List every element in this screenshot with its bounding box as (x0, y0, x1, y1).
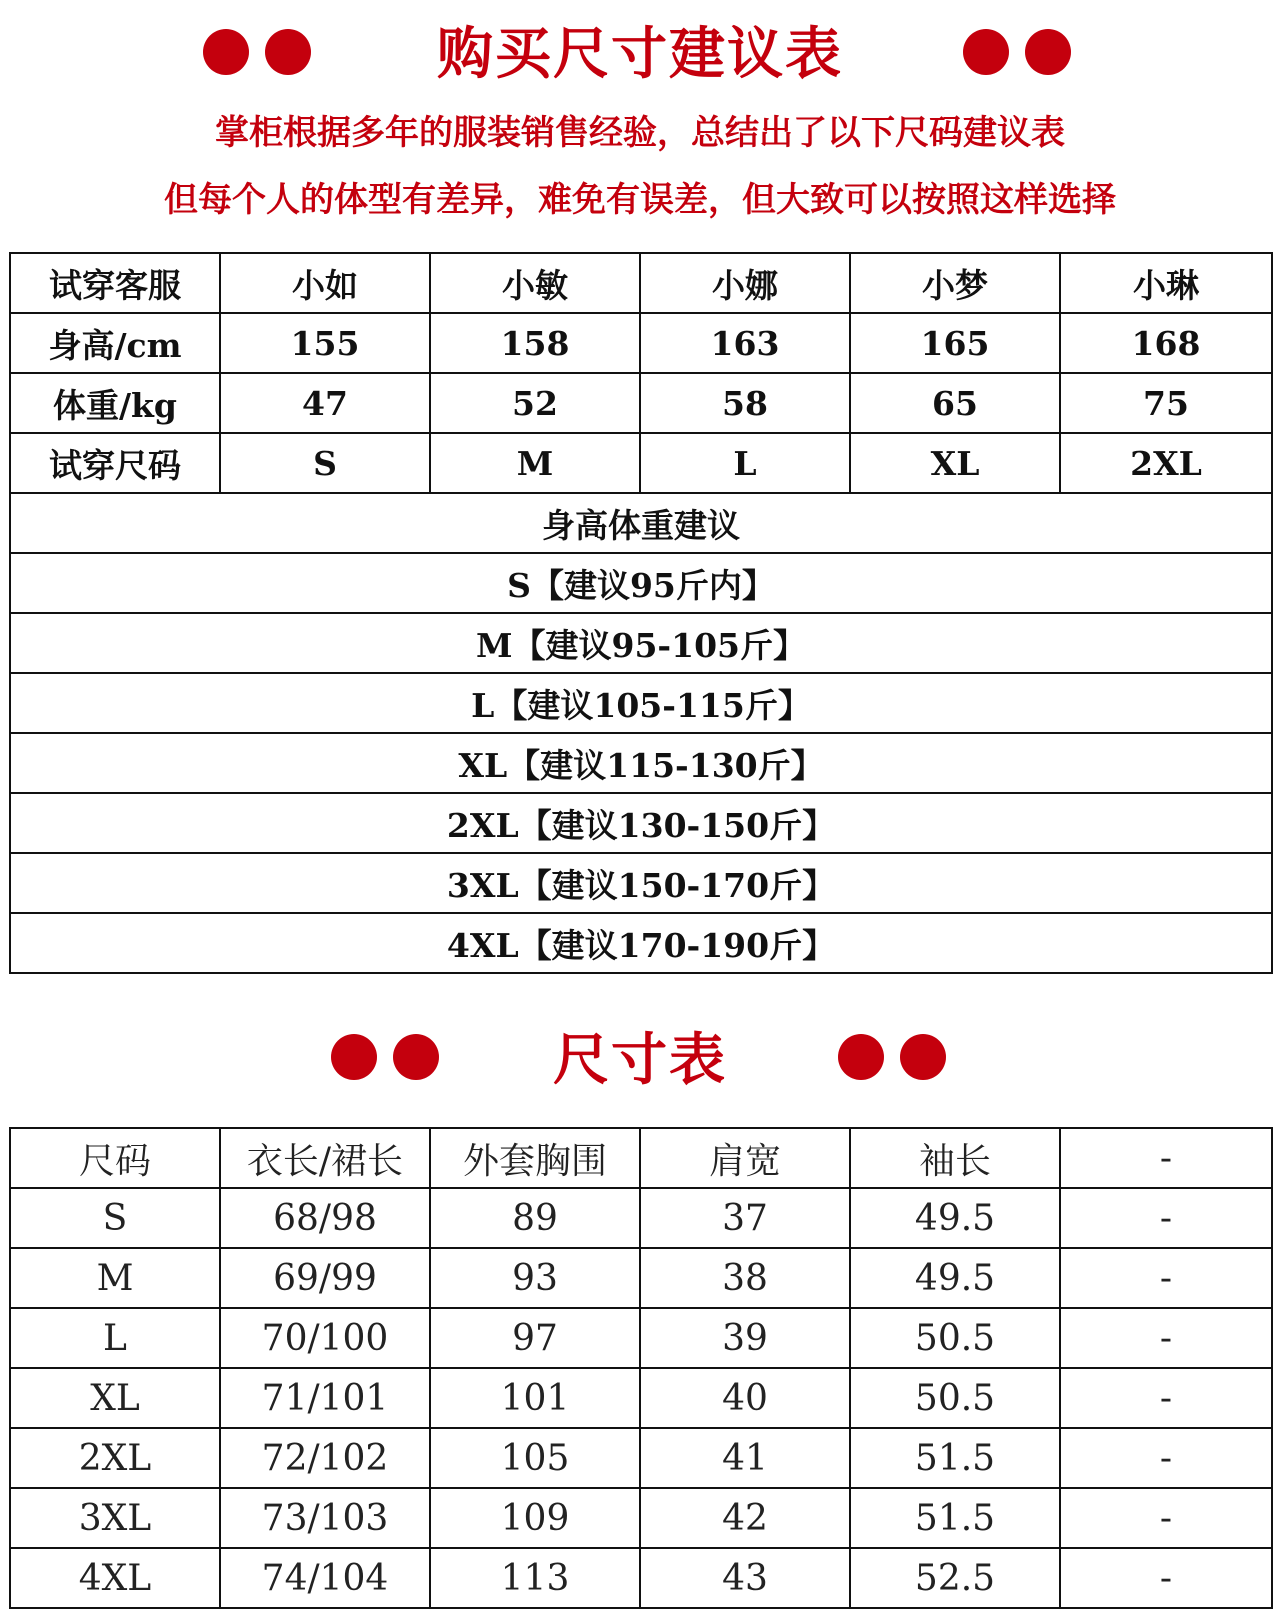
table-cell: 75 (1060, 373, 1272, 433)
table-row (10, 1428, 1272, 1488)
recommend-row (10, 913, 1272, 973)
table-cell: L (10, 1308, 220, 1368)
recommend-item: M【建议95-105斤】 (10, 613, 1272, 673)
table-row (10, 1248, 1272, 1308)
table-cell: 4XL (10, 1548, 220, 1608)
table-cell: 74/104 (220, 1548, 430, 1608)
table-cell: 42 (640, 1488, 850, 1548)
table-row (10, 1308, 1272, 1368)
table-cell: 2XL (1060, 433, 1272, 493)
table-cell: 试穿尺码 (10, 433, 220, 493)
table-cell: 试穿客服 (10, 253, 220, 313)
table-cell: 49.5 (850, 1248, 1060, 1308)
recommend-row (10, 793, 1272, 853)
recommend-row (10, 613, 1272, 673)
recommend-heading: 身高体重建议 (10, 493, 1272, 553)
model-fitting-table (9, 252, 1273, 974)
table-cell: 168 (1060, 313, 1272, 373)
column-header: 外套胸围 (430, 1128, 640, 1188)
table-cell: 70/100 (220, 1308, 430, 1368)
page-title: 购买尺寸建议表 (437, 21, 843, 87)
column-header: 尺码 (10, 1128, 220, 1188)
recommend-item: L【建议105-115斤】 (10, 673, 1272, 733)
table-cell: 小敏 (430, 253, 640, 313)
table-row (10, 253, 1272, 313)
table-cell: 165 (850, 313, 1060, 373)
table-row (10, 1488, 1272, 1548)
table-cell: 50.5 (850, 1308, 1060, 1368)
table-row (10, 1188, 1272, 1248)
recommend-item: 4XL【建议170-190斤】 (10, 913, 1272, 973)
table-header-row (10, 1128, 1272, 1188)
table-cell: 58 (640, 373, 850, 433)
table-cell: 71/101 (220, 1368, 430, 1428)
table-cell: 97 (430, 1308, 640, 1368)
table-cell: L (640, 433, 850, 493)
table-cell: - (1060, 1488, 1272, 1548)
table-cell: 65 (850, 373, 1060, 433)
subtitle-line-1: 掌柜根据多年的服装销售经验，总结出了以下尺码建议表 (215, 113, 1065, 153)
table-cell: 93 (430, 1248, 640, 1308)
table-cell: 身高/cm (10, 313, 220, 373)
recommend-item: S【建议95斤内】 (10, 553, 1272, 613)
table-cell: 109 (430, 1488, 640, 1548)
table-cell: - (1060, 1248, 1272, 1308)
recommend-row (10, 853, 1272, 913)
table-cell: 50.5 (850, 1368, 1060, 1428)
table-cell: 小琳 (1060, 253, 1272, 313)
table-cell: S (220, 433, 430, 493)
table-cell: 小如 (220, 253, 430, 313)
table-cell: 73/103 (220, 1488, 430, 1548)
recommend-row (10, 673, 1272, 733)
table-cell: 52.5 (850, 1548, 1060, 1608)
table-cell: 101 (430, 1368, 640, 1428)
column-header: 衣长/裙长 (220, 1128, 430, 1188)
table-row (10, 373, 1272, 433)
table-cell: 155 (220, 313, 430, 373)
table-cell: - (1060, 1548, 1272, 1608)
recommend-row (10, 553, 1272, 613)
table-row (10, 313, 1272, 373)
table-cell: 小梦 (850, 253, 1060, 313)
recommend-item: 3XL【建议150-170斤】 (10, 853, 1272, 913)
recommend-item: XL【建议115-130斤】 (10, 733, 1272, 793)
table-cell: 38 (640, 1248, 850, 1308)
table-cell: 51.5 (850, 1428, 1060, 1488)
table-cell: 69/99 (220, 1248, 430, 1308)
column-header: - (1060, 1128, 1272, 1188)
table-cell: 105 (430, 1428, 640, 1488)
table-cell: 体重/kg (10, 373, 220, 433)
recommend-row (10, 733, 1272, 793)
table-cell: 49.5 (850, 1188, 1060, 1248)
table-row (10, 1548, 1272, 1608)
table-cell: 163 (640, 313, 850, 373)
table-cell: - (1060, 1188, 1272, 1248)
table-cell: XL (10, 1368, 220, 1428)
table-cell: 158 (430, 313, 640, 373)
size-section-title: 尺寸表 (553, 1027, 727, 1093)
table-cell: 37 (640, 1188, 850, 1248)
table-cell: - (1060, 1368, 1272, 1428)
table-cell: 52 (430, 373, 640, 433)
table-row (10, 433, 1272, 493)
table-cell: 小娜 (640, 253, 850, 313)
table-cell: 40 (640, 1368, 850, 1428)
table-cell: 43 (640, 1548, 850, 1608)
table-cell: M (430, 433, 640, 493)
table-row (10, 1368, 1272, 1428)
table-cell: 39 (640, 1308, 850, 1368)
column-header: 肩宽 (640, 1128, 850, 1188)
table-cell: 89 (430, 1188, 640, 1248)
table-cell: M (10, 1248, 220, 1308)
table-cell: 47 (220, 373, 430, 433)
table-cell: 3XL (10, 1488, 220, 1548)
recommend-item: 2XL【建议130-150斤】 (10, 793, 1272, 853)
table-cell: 68/98 (220, 1188, 430, 1248)
table-cell: XL (850, 433, 1060, 493)
table-cell: 51.5 (850, 1488, 1060, 1548)
table-cell: - (1060, 1308, 1272, 1368)
table-cell: 2XL (10, 1428, 220, 1488)
size-table (9, 1127, 1273, 1609)
column-header: 袖长 (850, 1128, 1060, 1188)
table-cell: 72/102 (220, 1428, 430, 1488)
recommend-heading-row (10, 493, 1272, 553)
table-cell: 113 (430, 1548, 640, 1608)
subtitle-line-2: 但每个人的体型有差异，难免有误差，但大致可以按照这样选择 (164, 180, 1116, 220)
table-cell: 41 (640, 1428, 850, 1488)
table-cell: - (1060, 1428, 1272, 1488)
table-cell: S (10, 1188, 220, 1248)
